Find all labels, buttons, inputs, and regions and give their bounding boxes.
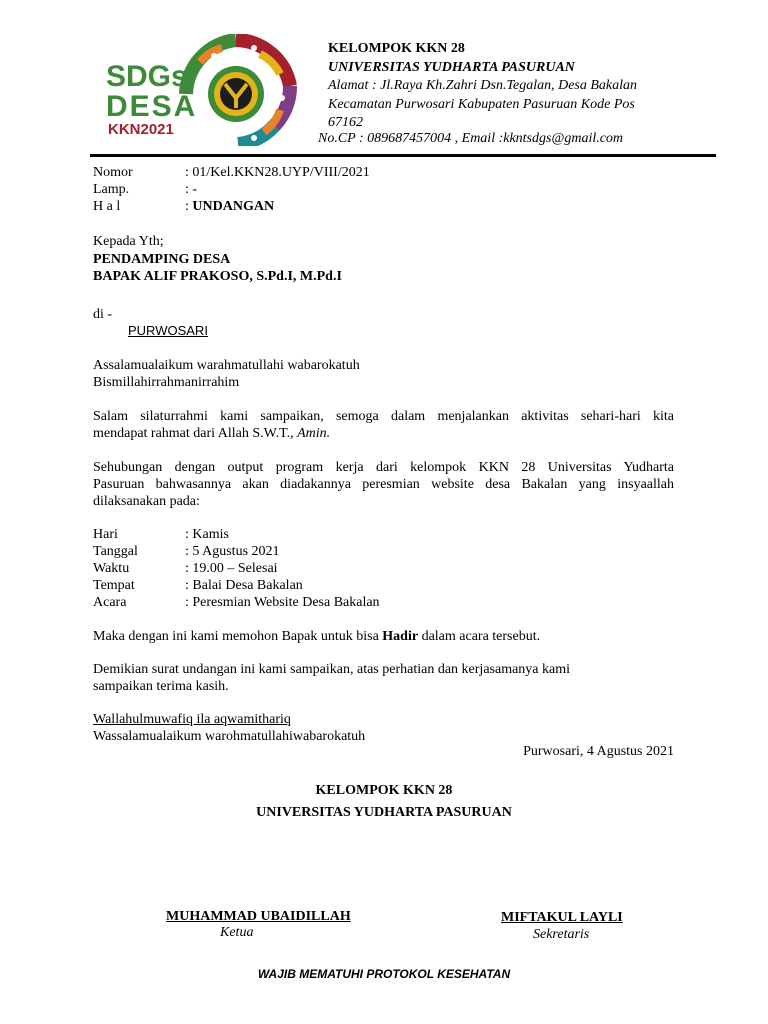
signature-role-sekretaris: Sekretaris <box>533 927 590 942</box>
closing-line1: Demikian surat undangan ini kami sampaikan, atas perhatian dan kerjasamanya kami <box>93 662 571 677</box>
signature-university: UNIVERSITAS YUDHARTA PASURUAN <box>256 805 512 820</box>
event-value: : 5 Agustus 2021 <box>185 544 280 559</box>
letterhead-address-1: Alamat : Jl.Raya Kh.Zahri Dsn.Tegalan, Desa Bakalan <box>328 78 638 93</box>
hal-row <box>93 198 274 215</box>
para1-line2 <box>93 425 330 442</box>
event-row <box>93 543 280 560</box>
para2-line2: Pasuruan bahwasannya akan diadakannya peresmian website desa Bakalan yang insyaallah <box>93 477 674 492</box>
letterhead-contact: No.CP : 089687457004 , Email :kkntsdgs@gmail.com <box>318 131 624 146</box>
letterhead-university: UNIVERSITAS YUDHARTA PASURUAN <box>328 59 575 75</box>
logo-graphic <box>104 34 300 146</box>
hal-sep: : <box>185 199 193 214</box>
para2-line3: dilaksanakan pada: <box>93 494 200 509</box>
request-hadir: Hadir <box>382 629 419 644</box>
signature-role-ketua: Ketua <box>220 925 254 940</box>
event-row <box>93 577 303 594</box>
signature-name-sekretaris: MIFTAKUL LAYLI <box>501 910 623 925</box>
event-label: Tempat <box>93 578 135 593</box>
letterhead-address-2: Kecamatan Purwosari Kabupaten Pasuruan Kode Pos <box>328 96 635 112</box>
event-row <box>93 526 229 543</box>
footer-notice: WAJIB MEMATUHI PROTOKOL KESEHATAN <box>257 967 511 981</box>
request-line <box>93 628 540 645</box>
letterhead <box>328 40 637 133</box>
recipient-place: PURWOSARI <box>128 323 208 338</box>
event-row <box>93 560 278 577</box>
event-label: Tanggal <box>93 544 138 559</box>
hal-label: H a l <box>93 199 121 214</box>
event-value: : Balai Desa Bakalan <box>185 578 303 593</box>
event-label: Acara <box>93 595 127 610</box>
event-row <box>93 594 380 611</box>
sdgs-desa-logo <box>104 34 300 146</box>
recipient-greeting: Kepada Yth; <box>93 234 164 249</box>
nomor-value: : 01/Kel.KKN28.UYP/VIII/2021 <box>185 165 370 180</box>
recipient-di: di - <box>93 307 113 322</box>
opening-salam: Assalamualaikum warahmatullahi wabarokatuh <box>93 358 360 373</box>
event-label: Hari <box>93 527 118 542</box>
logo-text-kkn: KKN2021 <box>108 121 174 138</box>
request-before: Maka dengan ini kami memohon Bapak untuk bisa <box>93 629 383 644</box>
lamp-label: Lamp. <box>93 182 130 197</box>
signature-name-ketua: MUHAMMAD UBAIDILLAH <box>166 909 351 924</box>
letterhead-org: KELOMPOK KKN 28 <box>328 41 465 56</box>
opening-basmalah: Bismillahirrahmanirrahim <box>93 375 240 390</box>
event-value: : Kamis <box>185 527 229 542</box>
nomor-label: Nomor <box>93 165 133 180</box>
letterhead-divider <box>90 154 716 157</box>
para2-line1: Sehubungan dengan output program kerja dari kelompok KKN 28 Universitas Yudharta <box>93 460 674 475</box>
event-value: : 19.00 – Selesai <box>185 561 278 576</box>
recipient-title: PENDAMPING DESA <box>93 252 231 267</box>
closing-place-date: Purwosari, 4 Agustus 2021 <box>523 744 674 759</box>
letterhead-address-3: 67162 <box>328 115 363 130</box>
lamp-row <box>93 181 197 198</box>
closing-line2: sampaikan terima kasih. <box>93 679 229 694</box>
signature-org: KELOMPOK KKN 28 <box>315 783 453 798</box>
logo-text-desa: DESA <box>106 90 198 123</box>
lamp-value: : - <box>185 182 198 197</box>
closing-salam: Wassalamualaikum warohmatullahiwabarokatuh <box>93 729 366 744</box>
para1-line1: Salam silaturrahmi kami sampaikan, semoga dalam menjalankan aktivitas sehari-hari kita <box>93 409 674 424</box>
event-value: : Peresmian Website Desa Bakalan <box>185 595 380 610</box>
event-label: Waktu <box>93 561 130 576</box>
closing-wallahul: Wallahulmuwafiq ila aqwamithariq <box>93 712 291 727</box>
nomor-row <box>93 164 370 181</box>
logo-text-sdgs: SDGs <box>106 60 188 93</box>
request-after: dalam acara tersebut. <box>418 629 541 644</box>
hal-value: UNDANGAN <box>192 199 275 214</box>
para1-line2-text: mendapat rahmat dari Allah S.W.T., <box>93 426 298 441</box>
para1-amin: Amin. <box>297 426 331 441</box>
recipient-name: BAPAK ALIF PRAKOSO, S.Pd.I, M.Pd.I <box>93 269 342 284</box>
